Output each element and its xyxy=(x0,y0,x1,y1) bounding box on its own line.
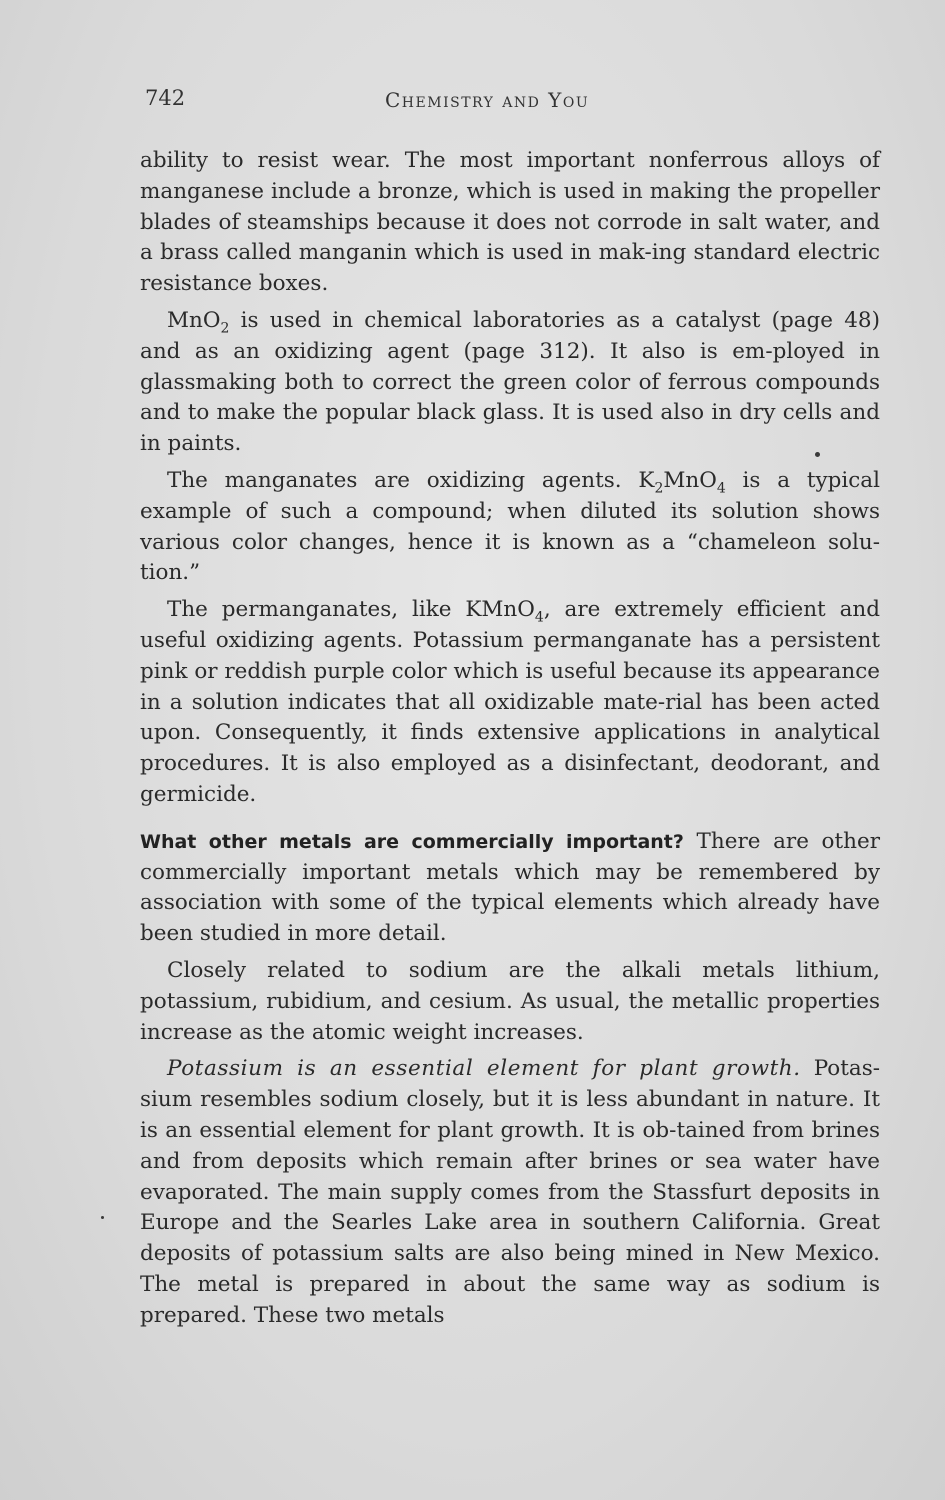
formula-mno2: MnO$_2$ xyxy=(167,307,230,337)
body-text xyxy=(140,146,880,1331)
formula-k2mno4: $K_2MnO_4$ xyxy=(638,467,726,497)
paragraph-permanganates: The permanganates, like KMnO$_4$, are extremely efficient and useful oxidizing agents. Potassium permanganate has a persistent pink or reddish purple color which is useful because its appearance in a solution indicates that all oxidizable mate-rial has been acted upon. Consequently, it finds extensive applications in analytical procedures. It is also employed as a disinfectant, deodorant, and germicide. xyxy=(140,597,880,807)
section-heading: What other metals are commercially important? xyxy=(140,830,684,853)
running-head xyxy=(145,86,880,116)
paragraph-potassium: Potassium is an essential element for plant growth. Potas-sium resembles sodium closely, but it is less abundant in nature. It is an essential element for plant growth. It is ob-tained from brines and from deposits which remain after brines or sea water have evaporated. The main supply comes from the Stassfurt deposits in Europe and the Searles Lake area in southern California. Great deposits of potassium salts are also being mined in New Mexico. The metal is prepared in about the same way as sodium is prepared. These two metals xyxy=(140,1056,881,1328)
print-speck xyxy=(815,452,820,457)
running-title: Chemistry and You xyxy=(385,88,590,112)
formula-kmno4: KMnO$_4$ xyxy=(465,597,544,626)
paragraph-manganates: The manganates are oxidizing agents. $K_2MnO_4$ is a typical example of such a compound; when diluted its solution shows various color changes, hence it is known as a “chameleon solu-tion.” xyxy=(140,467,880,586)
page-number: 742 xyxy=(145,86,186,110)
paragraph-other-metals: What other metals are commercially important? There are other commercially important metals which may be remembered by association with some of the typical elements which already have been studied in more detail. xyxy=(140,828,880,947)
paragraph-manganese-alloys: ability to resist wear. The most important nonferrous alloys of manganese include a bronze, which is used in making the propeller blades of steamships because it does not corrode in salt water, and a brass called manganin which is used in mak-ing standard electric resistance boxes. xyxy=(140,148,880,297)
italic-subheading: Potassium is an essential element for plant growth. xyxy=(167,1056,801,1082)
paragraph-alkali-metals: Closely related to sodium are the alkali metals lithium, potassium, rubidium, and cesium. As usual, the metallic properties increase as the atomic weight increases. xyxy=(140,957,880,1045)
print-speck xyxy=(101,1216,104,1219)
paragraph-mno2: MnO$_2$ is used in chemical laboratories as a catalyst (page 48) and as an oxidizing agent (page 312). It also is em-ployed in glassmaking both to correct the green color of ferrous compounds and to make the popular black glass. It is used also in dry cells and in paints. xyxy=(140,307,880,457)
